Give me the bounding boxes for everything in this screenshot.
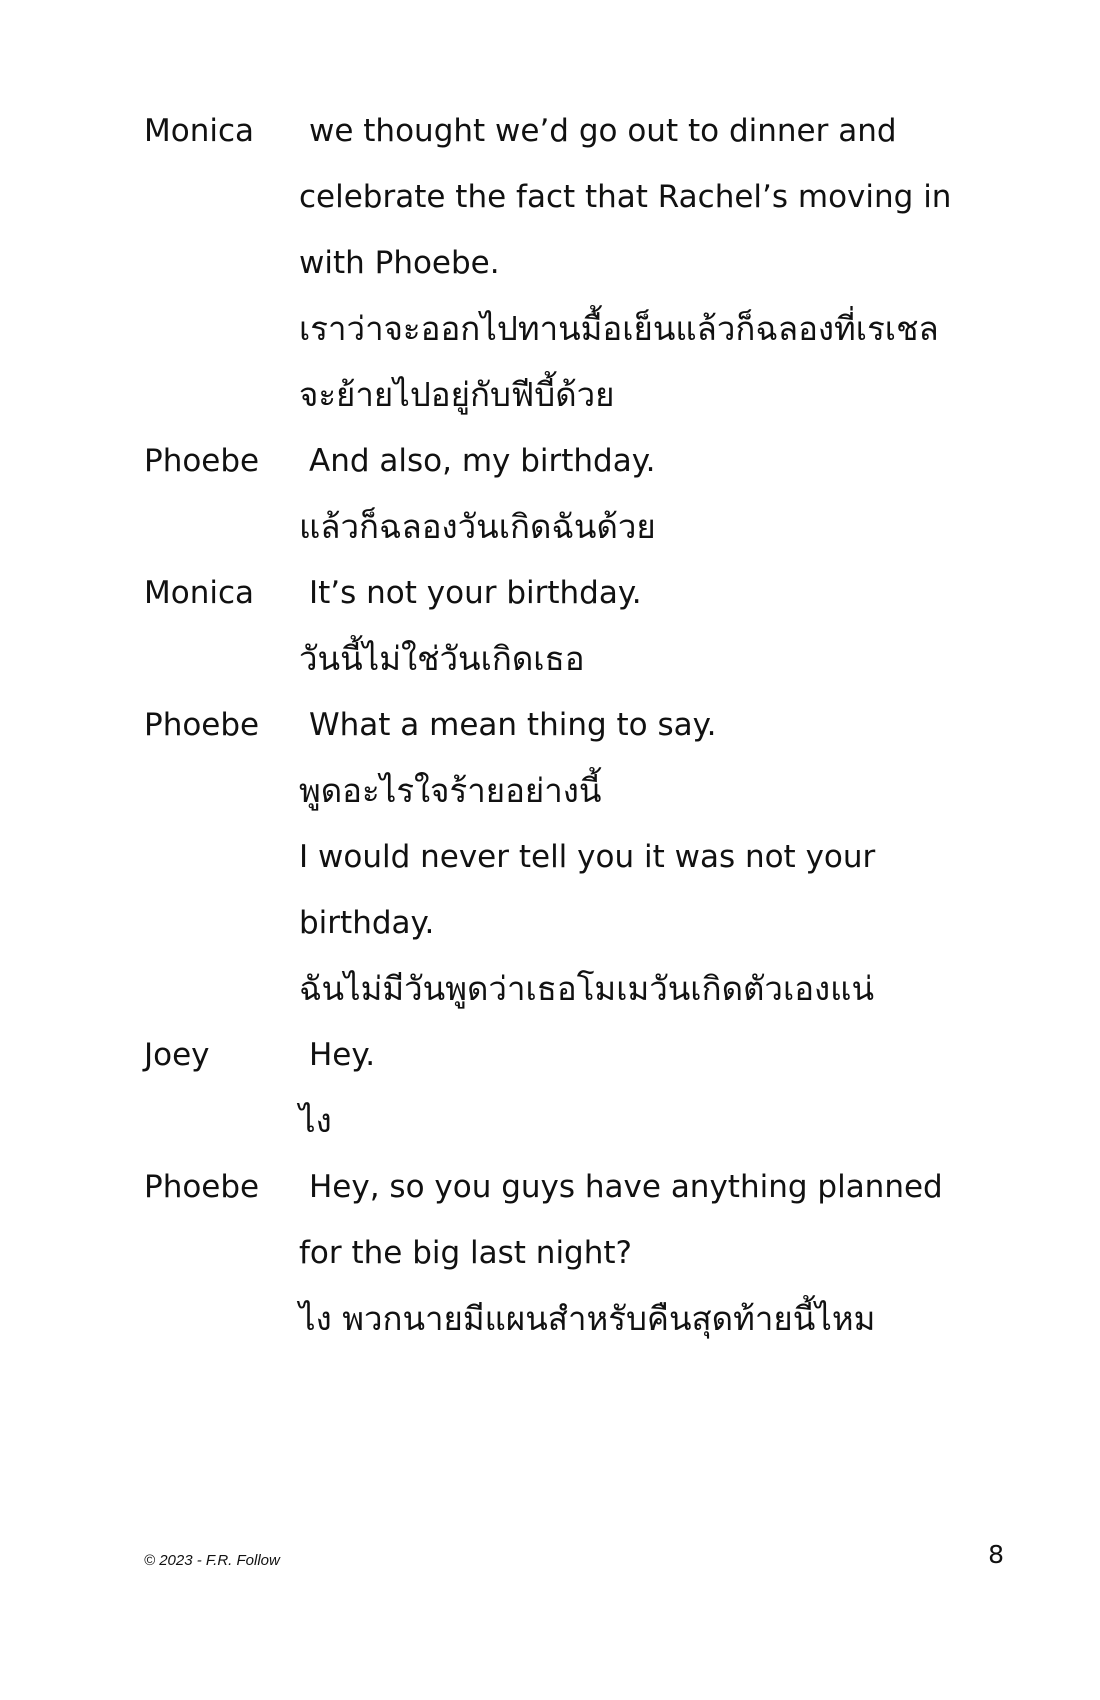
dialogue-entry: [144, 1022, 1024, 1154]
dialogue-entry: [144, 1154, 1024, 1352]
dialogue-line-thai: ฉันไม่มีวันพูดว่าเธอโมเมวันเกิดตัวเองแน่: [299, 969, 875, 1008]
speaker-name: Monica: [144, 575, 255, 611]
speaker-name: Joey: [144, 1037, 210, 1073]
dialogue-line-english: Hey, so you guys have anything planned: [309, 1169, 943, 1205]
dialogue-line-english: I would never tell you it was not your: [299, 839, 876, 875]
speaker-name: Phoebe: [144, 1169, 260, 1205]
dialogue-lines: [299, 560, 1024, 692]
dialogue-line-thai: พูดอะไรใจร้ายอย่างนี้: [299, 771, 602, 810]
dialogue-entry: [144, 692, 1024, 1022]
dialogue-line-english: Hey.: [309, 1037, 376, 1073]
dialogue-entry: [144, 98, 1024, 428]
speaker-name: Phoebe: [144, 707, 260, 743]
dialogue-line-thai: ไง พวกนายมีแผนสำหรับคืนสุดท้ายนี้ไหม: [299, 1299, 876, 1338]
dialogue-line-english: What a mean thing to say.: [309, 707, 717, 743]
dialogue-line-thai: วันนี้ไม่ใช่วันเกิดเธอ: [299, 639, 585, 678]
dialogue-lines: [299, 1022, 1024, 1154]
dialogue-script: [144, 98, 1024, 1352]
dialogue-lines: [299, 1154, 1024, 1352]
dialogue-lines: [299, 692, 1024, 1022]
dialogue-line-thai: เราว่าจะออกไปทานมื้อเย็นแล้วก็ฉลองที่เรเชล: [299, 309, 939, 348]
dialogue-line-thai: แล้วก็ฉลองวันเกิดฉันด้วย: [299, 507, 656, 546]
dialogue-line-english: And also, my birthday.: [309, 443, 656, 479]
dialogue-entry: [144, 428, 1024, 560]
dialogue-line-english: for the big last night?: [299, 1235, 632, 1271]
dialogue-line-english: with Phoebe.: [299, 245, 500, 281]
page-number: 8: [988, 1540, 1004, 1569]
speaker-name: Monica: [144, 113, 255, 149]
dialogue-line-english: we thought we’d go out to dinner and: [309, 113, 897, 149]
dialogue-line-thai: ไง: [299, 1101, 332, 1140]
dialogue-line-thai: จะย้ายไปอยู่กับฟีบี้ด้วย: [299, 375, 615, 414]
dialogue-lines: [299, 98, 1024, 428]
copyright-notice: © 2023 - F.R. Follow: [144, 1552, 280, 1569]
dialogue-lines: [299, 428, 1024, 560]
dialogue-line-english: birthday.: [299, 905, 435, 941]
speaker-name: Phoebe: [144, 443, 260, 479]
dialogue-line-english: celebrate the fact that Rachel’s moving in: [299, 179, 952, 215]
dialogue-entry: [144, 560, 1024, 692]
dialogue-line-english: It’s not your birthday.: [309, 575, 642, 611]
